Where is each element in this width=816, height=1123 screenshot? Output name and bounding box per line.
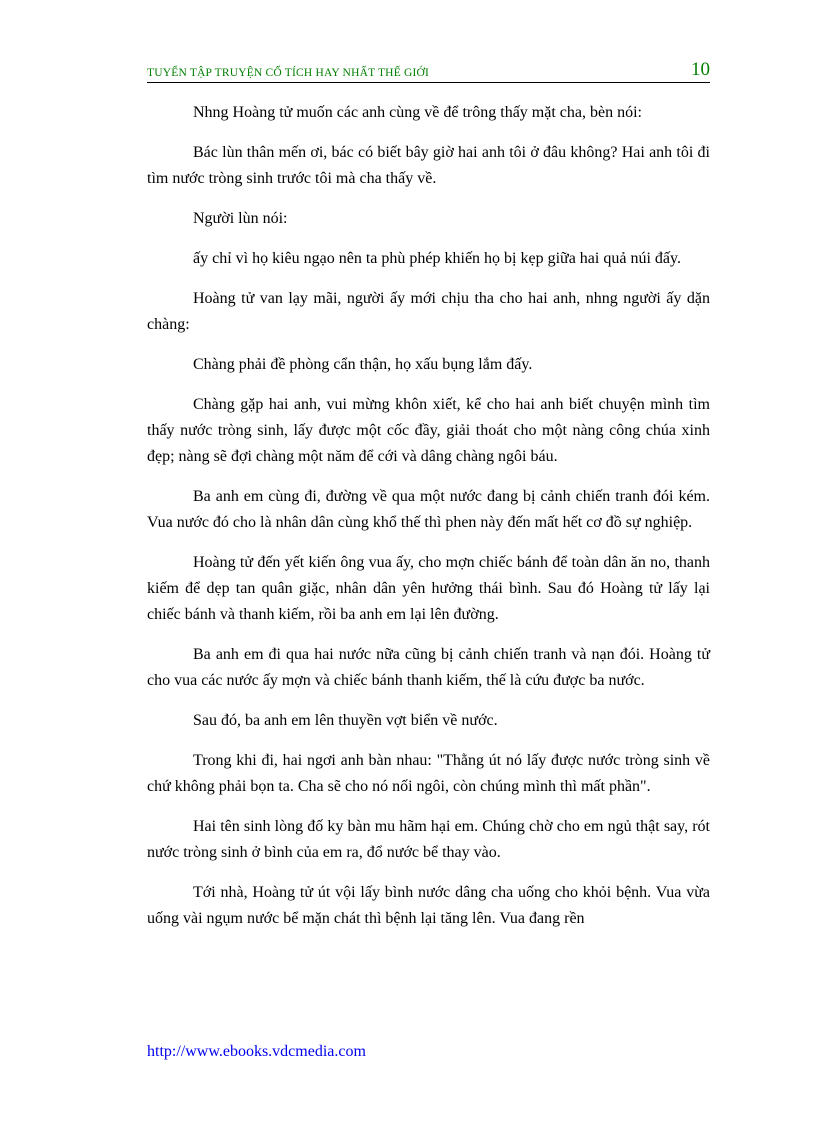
- footer-link[interactable]: http://www.ebooks.vdcmedia.com: [147, 1043, 366, 1060]
- paragraph: Hoàng tử đến yết kiến ông vua ấy, cho mợn chiếc bánh để toàn dân ăn no, thanh kiếm để dẹp tan quân giặc, nhân dân yên hưởng thái bình. Sau đó Hoàng tử lấy lại chiếc bánh và thanh kiếm, rồi ba anh em lại lên đường.: [147, 554, 710, 623]
- paragraph: Tới nhà, Hoàng tử út vội lấy bình nước dâng cha uống cho khỏi bệnh. Vua vừa uống vài ngụm nước bể mặn chát thì bệnh lại tăng lên. Vua đang rền: [147, 884, 710, 927]
- paragraph: ấy chỉ vì họ kiêu ngạo nên ta phù phép khiến họ bị kẹp giữa hai quả núi đấy.: [193, 250, 681, 267]
- paragraph: Trong khi đi, hai ngơi anh bàn nhau: "Thằng út nó lấy được nước tròng sinh về chứ không phải bọn ta. Cha sẽ cho nó nối ngôi, còn chúng mình thì mất phần".: [147, 752, 710, 795]
- page-header: [147, 60, 710, 83]
- paragraph: Hoàng tử van lạy mãi, người ấy mới chịu tha cho hai anh, nhng người ấy dặn chàng:: [147, 290, 710, 333]
- page-body: [147, 100, 710, 946]
- page-number: 10: [691, 59, 710, 80]
- paragraph: Người lùn nói:: [193, 210, 288, 227]
- paragraph: Ba anh em đi qua hai nước nữa cũng bị cảnh chiến tranh và nạn đói. Hoàng tử cho vua các nước ấy mợn và chiếc bánh thanh kiếm, thế là cứu được ba nước.: [147, 646, 710, 689]
- book-title: TUYỂN TẬP TRUYỆN CỔ TÍCH HAY NHẤT THẾ GIỚI: [147, 67, 430, 79]
- paragraph: Ba anh em cùng đi, đường về qua một nước đang bị cảnh chiến tranh đói kém. Vua nước đó cho là nhân dân cùng khổ thế thì phen này đến mất hết cơ đồ sự nghiệp.: [147, 488, 710, 531]
- paragraph: Nhng Hoàng tử muốn các anh cùng về để trông thấy mặt cha, bèn nói:: [193, 104, 642, 121]
- paragraph: Bác lùn thân mến ơi, bác có biết bây giờ hai anh tôi ở đâu không? Hai anh tôi đi tìm nước tròng sinh trước tôi mà cha thấy về.: [147, 144, 710, 187]
- paragraph: Chàng phải đề phòng cẩn thận, họ xấu bụng lắm đấy.: [193, 356, 533, 373]
- paragraph: Hai tên sinh lòng đố ky bàn mu hãm hại em. Chúng chờ cho em ngủ thật say, rót nước tròng sinh ở bình của em ra, đổ nước bể thay vào.: [147, 818, 710, 861]
- paragraph: Sau đó, ba anh em lên thuyền vợt biển về nước.: [193, 712, 498, 729]
- paragraph: Chàng gặp hai anh, vui mừng khôn xiết, kể cho hai anh biết chuyện mình tìm thấy nước tròng sinh, lấy được một cốc đầy, giải thoát cho một nàng công chúa xinh đẹp; nàng sẽ đợi chàng một năm để cới và dâng chàng ngôi báu.: [147, 396, 710, 465]
